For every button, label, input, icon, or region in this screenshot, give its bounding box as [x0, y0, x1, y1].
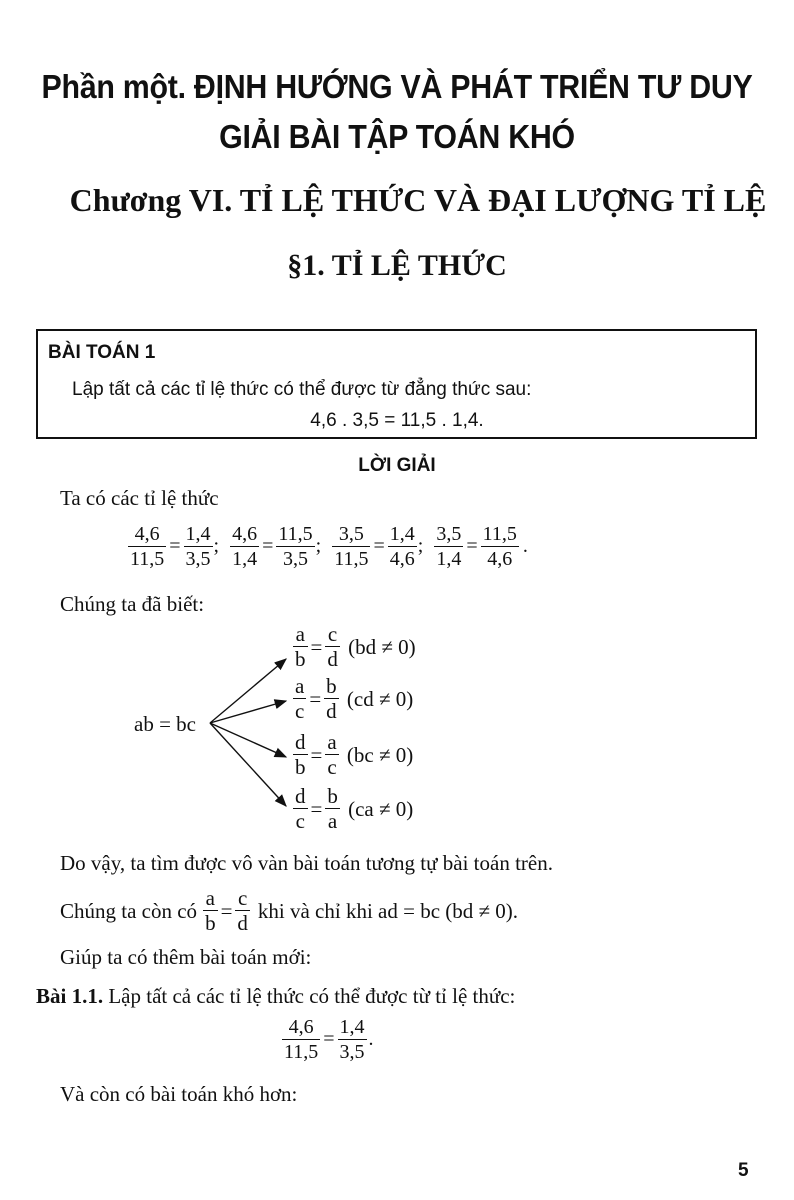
exercise-line [36, 982, 515, 1010]
fraction: $\frac{a}{b}$ [295, 622, 306, 671]
conclusion-text: Do vậy, ta tìm được vô vàn bài toán tương tự bài toán trên. [60, 851, 553, 875]
fraction: $\frac{d}{c}$ [295, 784, 306, 833]
known-text: Chúng ta đã biết: [60, 592, 205, 616]
part-title-line2: GIẢI BÀI TẬP TOÁN KHÓ [219, 118, 575, 155]
fraction: $\frac{c}{d}$ [237, 886, 248, 935]
exercise-label: Bài 1.1. [36, 984, 104, 1008]
problem-equation: 4,6 . 3,5 = 11,5 . 1,4. [310, 410, 484, 431]
harder-text: Và còn có bài toán khó hơn: [60, 1082, 298, 1106]
condition: (bc ≠ 0) [346, 742, 414, 767]
condition: (bd ≠ 0) [348, 634, 416, 659]
fraction: $\frac{a}{c}$ [295, 674, 305, 723]
diagram-branch-1: $\frac{a}{b}$ = $\frac{c}{d}$ (bd ≠ 0) [293, 622, 419, 671]
problem-text: Lập tất cả các tỉ lệ thức có thể được từ đẳng thức sau: [72, 379, 532, 400]
ratio-3: $\frac{3,5}{11,5}$ = $\frac{1,4}{4,6}$ ; [334, 523, 424, 570]
fraction: $\frac{1,4}{3,5}$ [185, 523, 211, 570]
problem-heading: BÀI TOÁN 1 [48, 342, 156, 363]
fraction: $\frac{1,4}{3,5}$ [339, 1016, 365, 1063]
arrow-to-branch-1 [210, 659, 286, 723]
page-number: 5 [738, 1160, 749, 1181]
fraction: $\frac{3,5}{1,4}$ [436, 523, 462, 570]
fraction: $\frac{a}{b}$ [205, 886, 216, 935]
arrow-to-branch-2 [210, 701, 286, 723]
fraction: $\frac{11,5}{3,5}$ [278, 523, 313, 570]
exercise-text: Lập tất cả các tỉ lệ thức có thể được từ tỉ lệ thức: [108, 984, 516, 1008]
arrow-to-branch-3 [210, 723, 286, 757]
fraction: $\frac{c}{d}$ [327, 622, 338, 671]
fraction: $\frac{b}{d}$ [326, 674, 337, 723]
solution-heading: LỜI GIẢI [358, 455, 436, 476]
fraction: $\frac{3,5}{11,5}$ [334, 523, 369, 570]
iff-statement: Chúng ta còn có $\frac{a}{b}$ = $\frac{c}{d}$ khi và chỉ khi ad = bc (bd ≠ 0). [60, 886, 519, 935]
fraction: $\frac{a}{c}$ [327, 730, 337, 779]
fraction: $\frac{b}{a}$ [327, 784, 338, 833]
section-title: §1. TỈ LỆ THỨC [287, 249, 507, 282]
fraction: $\frac{4,6}{11,5}$ [130, 523, 165, 570]
fraction: $\frac{11,5}{4,6}$ [482, 523, 517, 570]
ratio-1: $\frac{4,6}{11,5}$ = $\frac{1,4}{3,5}$ ; [130, 523, 220, 570]
diagram-branch-3: $\frac{d}{b}$ = $\frac{a}{c}$ (bc ≠ 0) [293, 730, 416, 779]
ratio-4: $\frac{3,5}{1,4}$ = $\frac{11,5}{4,6}$ . [436, 523, 528, 570]
fraction: $\frac{d}{b}$ [295, 730, 306, 779]
condition: (cd ≠ 0) [346, 686, 414, 711]
chapter-title: Chương VI. TỈ LỆ THỨC VÀ ĐẠI LƯỢNG TỈ LỆ [69, 182, 767, 218]
fraction: $\frac{1,4}{4,6}$ [389, 523, 415, 570]
diagram-source: ab = bc [134, 712, 196, 736]
diagram-branch-2: $\frac{a}{c}$ = $\frac{b}{d}$ (cd ≠ 0) [293, 674, 416, 723]
exercise-ratio: $\frac{4,6}{11,5}$ = $\frac{1,4}{3,5}$ . [284, 1016, 374, 1063]
part-title-line1: Phần một. ĐỊNH HƯỚNG VÀ PHÁT TRIỂN TƯ DUY [41, 68, 753, 105]
arrow-to-branch-4 [210, 723, 286, 806]
ratio-2: $\frac{4,6}{1,4}$ = $\frac{11,5}{3,5}$ ; [232, 523, 322, 570]
new-problem-text: Giúp ta có thêm bài toán mới: [60, 945, 312, 969]
condition: (ca ≠ 0) [348, 796, 414, 821]
solution-intro: Ta có các tỉ lệ thức [60, 486, 219, 510]
fraction: $\frac{4,6}{1,4}$ [232, 523, 258, 570]
fraction: $\frac{4,6}{11,5}$ [284, 1016, 319, 1063]
diagram-branch-4: $\frac{d}{c}$ = $\frac{b}{a}$ (ca ≠ 0) [293, 784, 416, 833]
